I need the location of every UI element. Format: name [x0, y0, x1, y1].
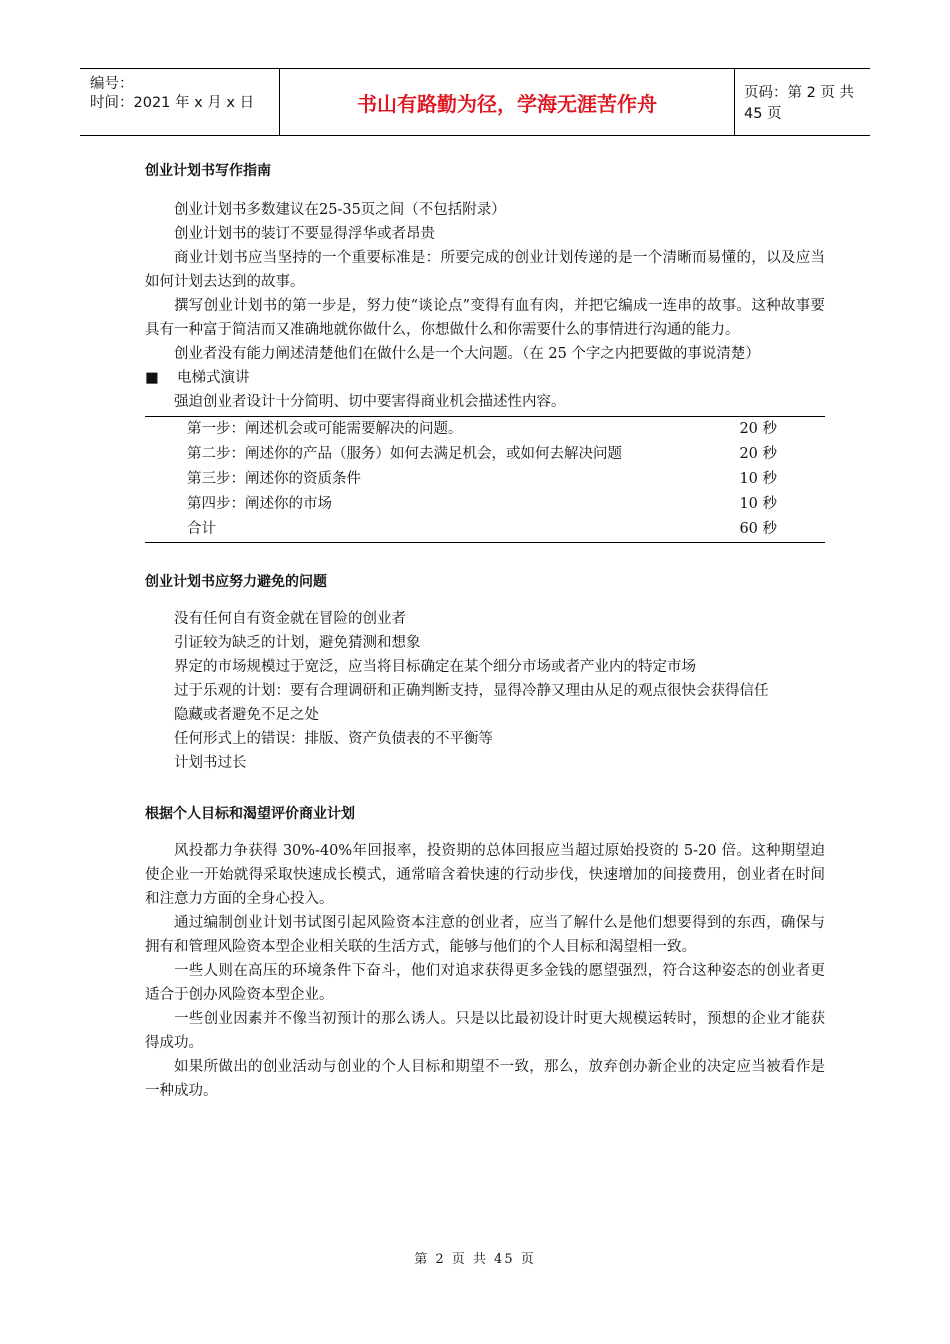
step-time: 20 秒	[739, 421, 777, 437]
section-title: 根据个人目标和渴望评价商业计划	[145, 806, 355, 822]
header-meta	[80, 69, 280, 135]
paragraph: 任何形式上的错误：排版、资产负债表的不平衡等	[174, 731, 493, 747]
header-motto: 书山有路勤为径，学海无涯苦作舟	[280, 69, 735, 135]
step-label: 第二步：阐述你的产品（服务）如何去满足机会，或如何去解决问题	[187, 446, 622, 462]
doc-date: 时间：2021 年 x 月 x 日	[90, 95, 255, 111]
paragraph: 过于乐观的计划：要有合理调研和正确判断支持，显得冷静又理由从足的观点很快会获得信任	[174, 683, 769, 699]
document-body	[145, 158, 825, 1103]
paragraph: 如果所做出的创业活动与创业的个人目标和期望不一致，那么，放弃创办新企业的决定应当被看作是一种成功。	[145, 1059, 825, 1099]
step-time: 10 秒	[739, 471, 777, 487]
step-label: 第三步：阐述你的资质条件	[187, 471, 361, 487]
step-time: 60 秒	[739, 521, 777, 537]
paragraph: 一些人则在高压的环境条件下奋斗，他们对追求获得更多金钱的愿望强烈，符合这种姿态的创业者更适合于创办风险资本型企业。	[145, 963, 825, 1003]
page-header	[80, 68, 870, 136]
paragraph: 风投都力争获得 30%-40%年回报率，投资期的总体回报应当超过原始投资的 5-20 倍。这种期望迫使企业一开始就得采取快速成长模式，通常暗含着快速的行动步伐，快速增加的间接费用，创业者在时间和注意力方面的全身心投入。	[145, 843, 825, 907]
paragraph: 创业计划书多数建议在25-35页之间（不包括附录）	[174, 202, 506, 218]
table-row	[145, 492, 825, 517]
square-bullet-icon: ■	[145, 370, 159, 386]
table-row-total	[145, 517, 825, 543]
elevator-pitch-table	[145, 416, 825, 543]
bullet-text: 电梯式演讲	[177, 370, 250, 386]
paragraph: 撰写创业计划书的第一步是，努力使“谈论点”变得有血有肉，并把它编成一连串的故事。这种故事要具有一种富于简洁而又准确地就你做什么，你想做什么和你需要什么的事情进行沟通的能力。	[145, 298, 825, 338]
paragraph: 创业计划书的装订不要显得浮华或者昂贵	[174, 226, 435, 242]
paragraph: 计划书过长	[174, 755, 247, 771]
header-page-info: 页码：第 2 页 共 45 页	[744, 85, 855, 122]
step-label: 第一步：阐述机会或可能需要解决的问题。	[187, 421, 463, 437]
table-row	[145, 442, 825, 467]
page-footer: 第 2 页 共 45 页	[414, 1252, 536, 1267]
paragraph: 隐藏或者避免不足之处	[174, 707, 319, 723]
table-row	[145, 467, 825, 492]
paragraph: 引证较为缺乏的计划，避免猜测和想象	[174, 635, 421, 651]
step-label: 第四步：阐述你的市场	[187, 496, 332, 512]
table-row	[145, 417, 825, 443]
paragraph: 通过编制创业计划书试图引起风险资本注意的创业者，应当了解什么是他们想要得到的东西，确保与拥有和管理风险资本型企业相关联的生活方式，能够与他们的个人目标和渴望相一致。	[145, 915, 825, 955]
paragraph: 一些创业因素并不像当初预计的那么诱人。只是以比最初设计时更大规模运转时，预想的企业才能获得成功。	[145, 1011, 825, 1051]
paragraph: 创业者没有能力阐述清楚他们在做什么是一个大问题。（在 25 个字之内把要做的事说清楚）	[174, 346, 760, 362]
section-title: 创业计划书应努力避免的问题	[145, 574, 327, 590]
paragraph: 没有任何自有资金就在冒险的创业者	[174, 611, 406, 627]
step-time: 20 秒	[739, 446, 777, 462]
section-title: 创业计划书写作指南	[145, 163, 271, 179]
paragraph: 界定的市场规模过于宽泛，应当将目标确定在某个细分市场或者产业内的特定市场	[174, 659, 696, 675]
step-time: 10 秒	[739, 496, 777, 512]
doc-code-label: 编号：	[90, 76, 134, 92]
bullet-item	[145, 366, 825, 390]
step-label: 合计	[187, 521, 216, 537]
paragraph: 强迫创业者设计十分简明、切中要害得商业机会描述性内容。	[174, 394, 566, 410]
paragraph: 商业计划书应当坚持的一个重要标准是：所要完成的创业计划传递的是一个清晰而易懂的，以及应当如何计划去达到的故事。	[145, 250, 825, 290]
